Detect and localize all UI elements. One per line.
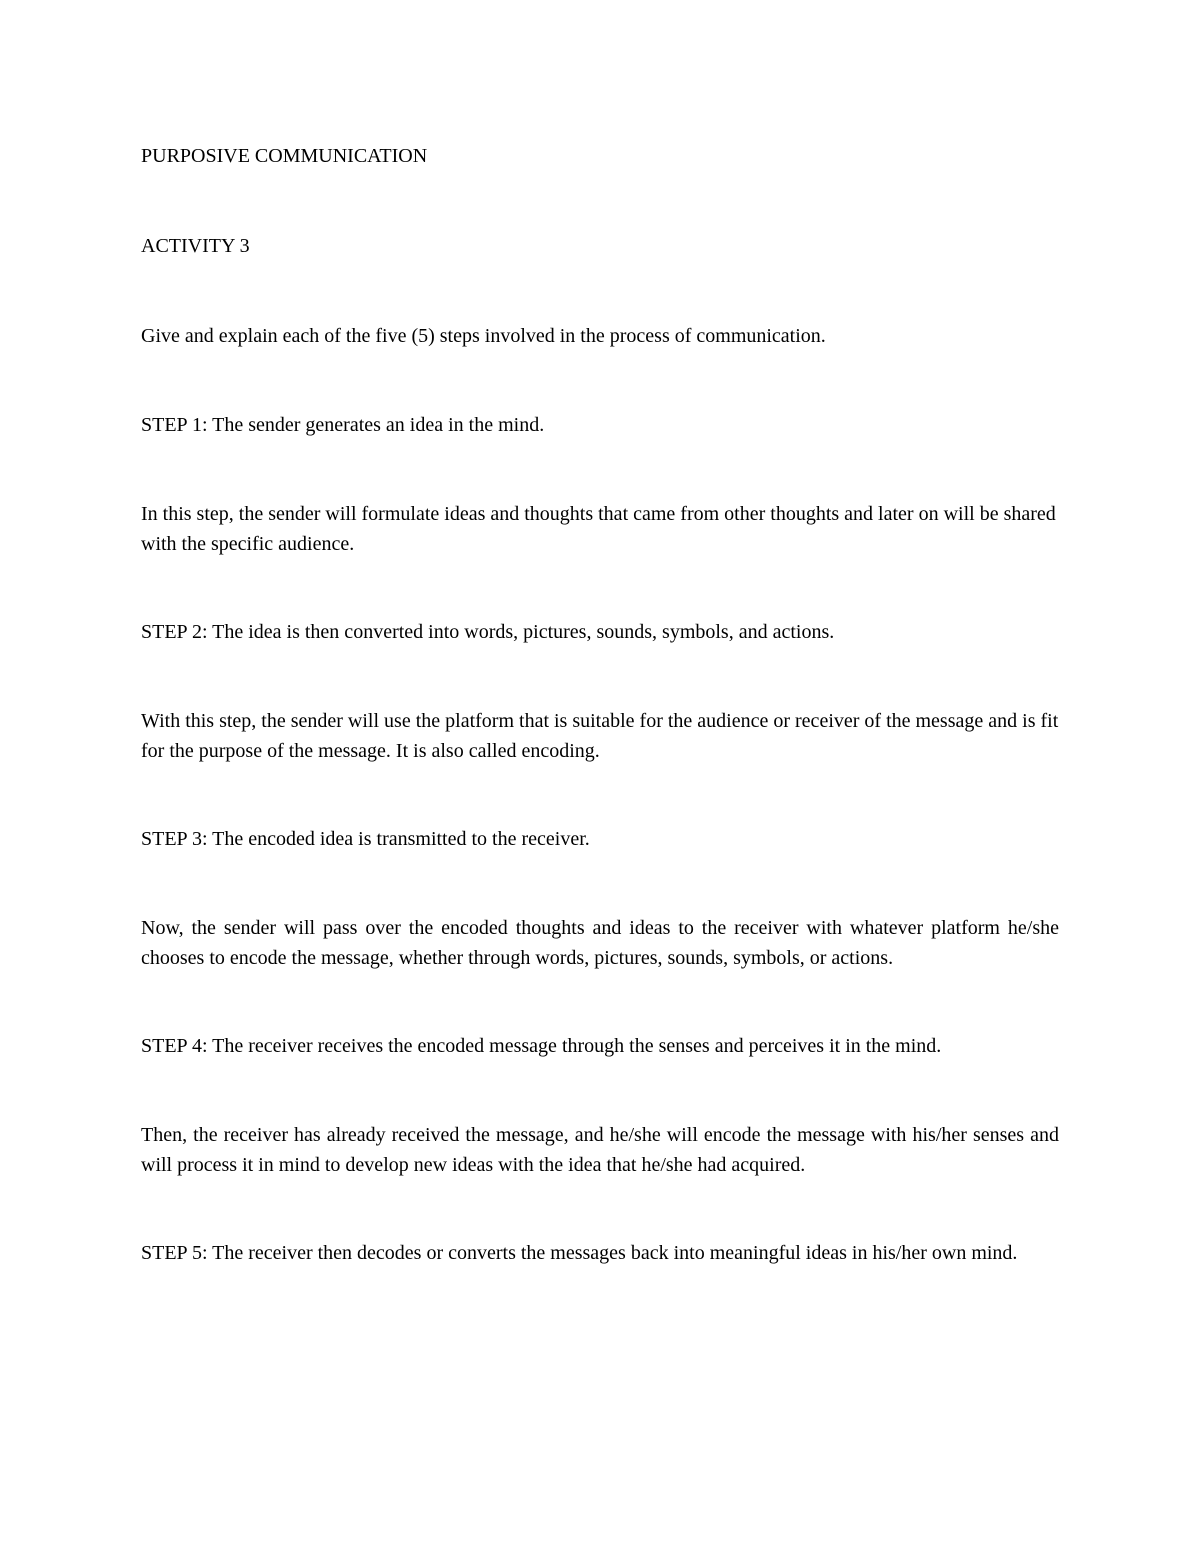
step-4-body: Then, the receiver has already received the message, and he/she will encode the message with his/her senses and will process it in mind to develop new ideas with the idea that he/she had acquired. <box>141 1124 1059 1176</box>
step-4-heading: STEP 4: The receiver receives the encoded message through the senses and perceives it in the mind. <box>141 1035 942 1057</box>
step-2-body: With this step, the sender will use the platform that is suitable for the audience or receiver of the message and is fit for the purpose of the message. It is also called encoding. <box>141 710 1059 762</box>
step-3-body: Now, the sender will pass over the encoded thoughts and ideas to the receiver with whatever platform he/she chooses to encode the message, whether through words, pictures, sounds, symbols, or actions. <box>141 917 1059 969</box>
document-title: PURPOSIVE COMMUNICATION <box>141 145 428 167</box>
step-2-heading: STEP 2: The idea is then converted into words, pictures, sounds, symbols, and actions. <box>141 621 835 643</box>
step-3-heading: STEP 3: The encoded idea is transmitted to the receiver. <box>141 828 590 850</box>
step-1-body: In this step, the sender will formulate ideas and thoughts that came from other thoughts and later on will be shared with the specific audience. <box>141 503 1056 555</box>
activity-question: Give and explain each of the five (5) steps involved in the process of communication. <box>141 325 826 347</box>
activity-label: ACTIVITY 3 <box>141 235 250 257</box>
step-1-heading: STEP 1: The sender generates an idea in the mind. <box>141 414 545 436</box>
step-5-heading: STEP 5: The receiver then decodes or converts the messages back into meaningful ideas in his/her own mind. <box>141 1242 1018 1264</box>
document-page <box>141 141 1059 1327</box>
